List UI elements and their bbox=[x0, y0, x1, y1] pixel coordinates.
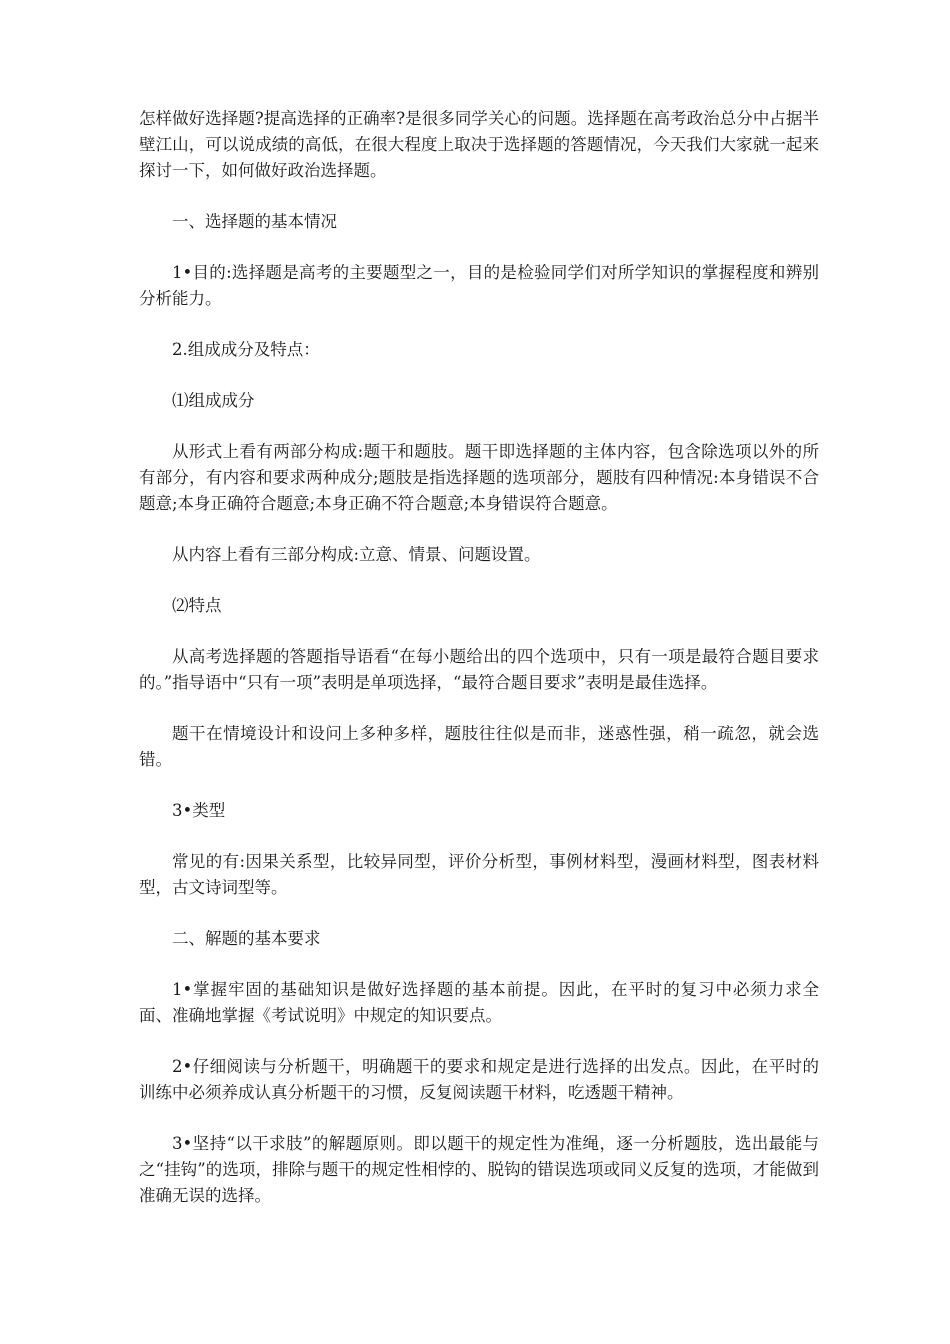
subheading-types: 3•类型 bbox=[172, 801, 226, 820]
document-page bbox=[139, 106, 819, 1234]
paragraph-purpose: 1•目的:选择题是高考的主要题型之一，目的是检验同学们对所学知识的掌握程度和辨别分析能力。 bbox=[139, 263, 819, 308]
section-heading-requirements: 二、解题的基本要求 bbox=[172, 929, 321, 948]
paragraph-requirement-2: 2•仔细阅读与分析题干，明确题干的要求和规定是进行选择的出发点。因此，在平时的训练中必须养成认真分析题干的习惯，反复阅读题干材料，吃透题干精神。 bbox=[139, 1057, 819, 1102]
paragraph-content: 从内容上看有三部分构成:立意、情景、问题设置。 bbox=[172, 545, 541, 564]
paragraph-common-types: 常见的有:因果关系型，比较异同型，评价分析型，事例材料型，漫画材料型，图表材料型，古文诗词型等。 bbox=[139, 852, 819, 897]
paragraph-stem-design: 题干在情境设计和设问上多种多样，题肢往往似是而非，迷惑性强，稍一疏忽，就会选错。 bbox=[139, 724, 819, 769]
intro-paragraph: 怎样做好选择题?提高选择的正确率?是很多同学关心的问题。选择题在高考政治总分中占据半壁江山，可以说成绩的高低，在很大程度上取决于选择题的答题情况，今天我们大家就一起来探讨一下，如何做好政治选择题。 bbox=[139, 109, 819, 180]
subheading-features: ⑵特点 bbox=[172, 596, 222, 615]
paragraph-requirement-3: 3•坚持“以干求肢”的解题原则。即以题干的规定性为准绳，逐一分析题肢，选出最能与之“挂钩”的选项，排除与题干的规定性相悖的、脱钩的错误选项或同义反复的选项，才能做到准确无误的选择。 bbox=[139, 1134, 819, 1205]
paragraph-guidance: 从高考选择题的答题指导语看“在每小题给出的四个选项中，只有一项是最符合题目要求的。”指导语中“只有一项”表明是单项选择，“最符合题目要求”表明是最佳选择。 bbox=[139, 647, 819, 692]
paragraph-form: 从形式上看有两部分构成:题干和题肢。题干即选择题的主体内容，包含除选项以外的所有部分，有内容和要求两种成分;题肢是指选择题的选项部分，题肢有四种情况:本身错误不合题意;本身正确符合题意;本身正确不符合题意;本身错误符合题意。 bbox=[139, 442, 819, 513]
section-heading-basic-situation: 一、选择题的基本情况 bbox=[172, 212, 337, 231]
subheading-composition: 2.组成成分及特点： bbox=[172, 340, 320, 359]
subheading-components: ⑴组成成分 bbox=[172, 391, 255, 410]
paragraph-requirement-1: 1•掌握牢固的基础知识是做好选择题的基本前提。因此，在平时的复习中必须力求全面、准确地掌握《考试说明》中规定的知识要点。 bbox=[139, 980, 819, 1025]
